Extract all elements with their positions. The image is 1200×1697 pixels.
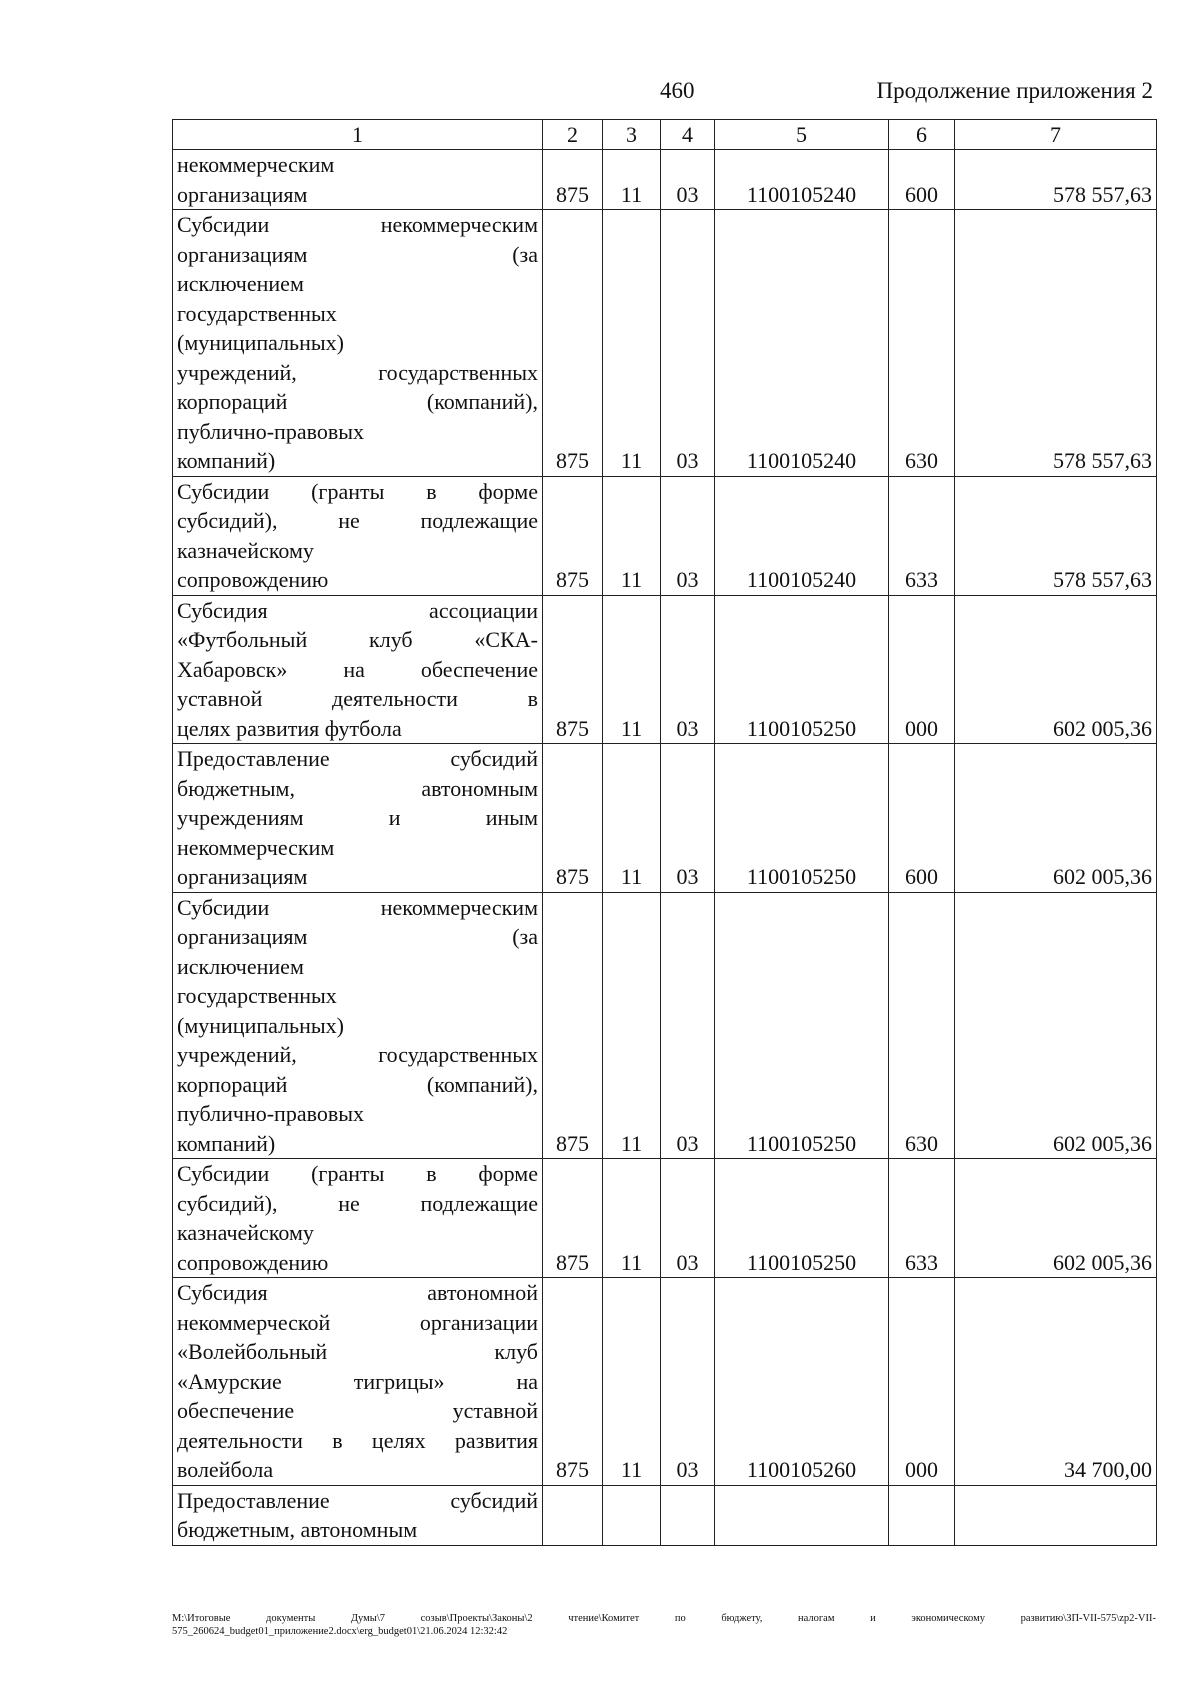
subsection-cell: 03 xyxy=(661,744,715,893)
row-name-line: Хабаровск» на обеспечение xyxy=(177,656,538,682)
row-name-cell xyxy=(173,1278,543,1486)
row-name-cell xyxy=(173,892,543,1159)
table-row xyxy=(173,476,1157,595)
row-name-line: исключением xyxy=(177,271,304,296)
code-cell: 875 xyxy=(543,1278,603,1486)
target-article-cell: 1100105240 xyxy=(715,476,889,595)
row-name-line: корпораций (компаний), xyxy=(177,389,538,414)
budget-table-body xyxy=(173,120,1157,1546)
row-name-line: сопровождению xyxy=(177,1249,329,1275)
amount-cell: 602 005,36 xyxy=(955,892,1157,1159)
subsection-cell: 03 xyxy=(661,476,715,595)
row-name-line: Субсидия ассоциации xyxy=(177,597,538,623)
document-path-footer xyxy=(172,1612,1156,1638)
table-row xyxy=(173,744,1157,893)
expense-type-cell: 630 xyxy=(889,892,955,1159)
column-header-5: 5 xyxy=(715,120,889,150)
row-name-line: «Амурские тигрицы» на xyxy=(177,1368,538,1394)
amount-cell: 578 557,63 xyxy=(955,150,1157,210)
row-name-line: Субсидии (гранты в форме xyxy=(177,478,538,504)
budget-table xyxy=(172,119,1157,1546)
row-name-line: Субсидии некоммерческим xyxy=(177,894,538,920)
section-cell: 11 xyxy=(603,595,661,744)
table-row xyxy=(173,150,1157,210)
table-row xyxy=(173,892,1157,1159)
row-name-line: волейбола xyxy=(177,1457,274,1482)
row-name-line: бюджетным, автономным xyxy=(177,1517,418,1542)
table-header-row xyxy=(173,120,1157,150)
row-name-line: Предоставление субсидий xyxy=(177,746,538,771)
row-name-line: «Футбольный клуб «СКА- xyxy=(177,627,538,652)
row-name-line: организациям xyxy=(177,181,308,207)
section-cell: 11 xyxy=(603,476,661,595)
code-cell: 875 xyxy=(543,595,603,744)
amount-cell: 34 700,00 xyxy=(955,1278,1157,1486)
section-cell: 11 xyxy=(603,744,661,893)
row-name-line: сопровождению xyxy=(177,567,329,592)
row-name-line: корпораций (компаний), xyxy=(177,1071,538,1097)
expense-type-cell: 600 xyxy=(889,150,955,210)
row-name-cell xyxy=(173,1485,543,1545)
table-row xyxy=(173,1278,1157,1486)
row-name-line: публично-правовых xyxy=(177,418,364,444)
section-cell: 11 xyxy=(603,1159,661,1278)
amount-cell: 602 005,36 xyxy=(955,1159,1157,1278)
code-cell: 875 xyxy=(543,892,603,1159)
code-cell: 875 xyxy=(543,1159,603,1278)
column-header-2: 2 xyxy=(543,120,603,150)
section-cell xyxy=(603,1485,661,1545)
row-name-line: обеспечение уставной xyxy=(177,1398,538,1423)
row-name-line: казначейскому xyxy=(177,1220,314,1245)
row-name-cell xyxy=(173,595,543,744)
subsection-cell: 03 xyxy=(661,1278,715,1486)
row-name-line: уставной деятельности в xyxy=(177,686,538,711)
row-name-line: учреждениям и иным xyxy=(177,805,538,830)
target-article-cell: 1100105240 xyxy=(715,150,889,210)
table-row xyxy=(173,210,1157,477)
section-cell: 11 xyxy=(603,150,661,210)
row-name-line: некоммерческим xyxy=(177,834,335,860)
row-name-line: компаний) xyxy=(177,448,276,473)
expense-type-cell: 000 xyxy=(889,1278,955,1486)
row-name-line: субсидий), не подлежащие xyxy=(177,508,538,533)
section-cell: 11 xyxy=(603,1278,661,1486)
amount-cell: 578 557,63 xyxy=(955,210,1157,477)
footer-path-line-1: M:\Итоговые документы Думы\7 созыв\Проекты\Законы\2 чтение\Комитет по бюджету, налогам и экономическому развитию\ЗП-VII-575\zp2-VII- xyxy=(172,1613,1156,1624)
row-name-line: (муниципальных) xyxy=(177,330,344,355)
appendix-continuation-title: Продолжение приложения 2 xyxy=(876,78,1153,103)
section-cell: 11 xyxy=(603,892,661,1159)
footer-path-line-2: 575_260624_budget01_приложение2.docx\erg_budget01\21.06.2024 12:32:42 xyxy=(172,1626,508,1637)
row-name-line: некоммерческой организации xyxy=(177,1309,538,1335)
column-header-1: 1 xyxy=(173,120,543,150)
target-article-cell: 1100105250 xyxy=(715,892,889,1159)
column-header-4: 4 xyxy=(661,120,715,150)
row-name-line: учреждений, государственных xyxy=(177,359,538,385)
amount-cell xyxy=(955,1485,1157,1545)
subsection-cell: 03 xyxy=(661,595,715,744)
row-name-cell xyxy=(173,1159,543,1278)
row-name-line: целях развития футбола xyxy=(177,715,402,741)
target-article-cell: 1100105250 xyxy=(715,1159,889,1278)
amount-cell: 602 005,36 xyxy=(955,744,1157,893)
code-cell xyxy=(543,1485,603,1545)
subsection-cell: 03 xyxy=(661,1159,715,1278)
amount-cell: 578 557,63 xyxy=(955,476,1157,595)
row-name-line: государственных xyxy=(177,300,337,326)
target-article-cell: 1100105260 xyxy=(715,1278,889,1486)
table-row xyxy=(173,1485,1157,1545)
section-cell: 11 xyxy=(603,210,661,477)
target-article-cell: 1100105250 xyxy=(715,595,889,744)
row-name-line: деятельности в целях развития xyxy=(177,1427,538,1453)
subsection-cell: 03 xyxy=(661,210,715,477)
row-name-line: государственных xyxy=(177,983,337,1008)
row-name-line: некоммерческим xyxy=(177,152,335,177)
code-cell: 875 xyxy=(543,744,603,893)
target-article-cell xyxy=(715,1485,889,1545)
row-name-cell xyxy=(173,476,543,595)
amount-cell: 602 005,36 xyxy=(955,595,1157,744)
target-article-cell: 1100105250 xyxy=(715,744,889,893)
row-name-line: бюджетным, автономным xyxy=(177,775,538,801)
row-name-line: компаний) xyxy=(177,1130,276,1156)
column-header-3: 3 xyxy=(603,120,661,150)
subsection-cell: 03 xyxy=(661,892,715,1159)
row-name-line: исключением xyxy=(177,953,304,979)
row-name-line: «Волейбольный клуб xyxy=(177,1339,538,1364)
code-cell: 875 xyxy=(543,476,603,595)
code-cell: 875 xyxy=(543,150,603,210)
page-number: 460 xyxy=(660,78,695,103)
expense-type-cell: 600 xyxy=(889,744,955,893)
row-name-line: публично-правовых xyxy=(177,1101,364,1126)
row-name-line: Субсидии некоммерческим xyxy=(177,212,538,237)
row-name-line: организациям (за xyxy=(177,924,538,949)
code-cell: 875 xyxy=(543,210,603,477)
table-row xyxy=(173,1159,1157,1278)
row-name-line: учреждений, государственных xyxy=(177,1042,538,1067)
row-name-line: организациям xyxy=(177,864,308,889)
subsection-cell: 03 xyxy=(661,150,715,210)
expense-type-cell xyxy=(889,1485,955,1545)
row-name-cell xyxy=(173,210,543,477)
row-name-line: субсидий), не подлежащие xyxy=(177,1190,538,1216)
row-name-line: организациям (за xyxy=(177,241,538,267)
expense-type-cell: 633 xyxy=(889,476,955,595)
expense-type-cell: 000 xyxy=(889,595,955,744)
subsection-cell xyxy=(661,1485,715,1545)
expense-type-cell: 630 xyxy=(889,210,955,477)
row-name-line: казначейскому xyxy=(177,537,314,563)
column-header-6: 6 xyxy=(889,120,955,150)
row-name-line: (муниципальных) xyxy=(177,1012,344,1038)
row-name-line: Субсидия автономной xyxy=(177,1280,538,1305)
row-name-line: Предоставление субсидий xyxy=(177,1487,538,1513)
row-name-cell xyxy=(173,744,543,893)
expense-type-cell: 633 xyxy=(889,1159,955,1278)
table-row xyxy=(173,595,1157,744)
row-name-line: Субсидии (гранты в форме xyxy=(177,1161,538,1186)
row-name-cell xyxy=(173,150,543,210)
column-header-7: 7 xyxy=(955,120,1157,150)
target-article-cell: 1100105240 xyxy=(715,210,889,477)
